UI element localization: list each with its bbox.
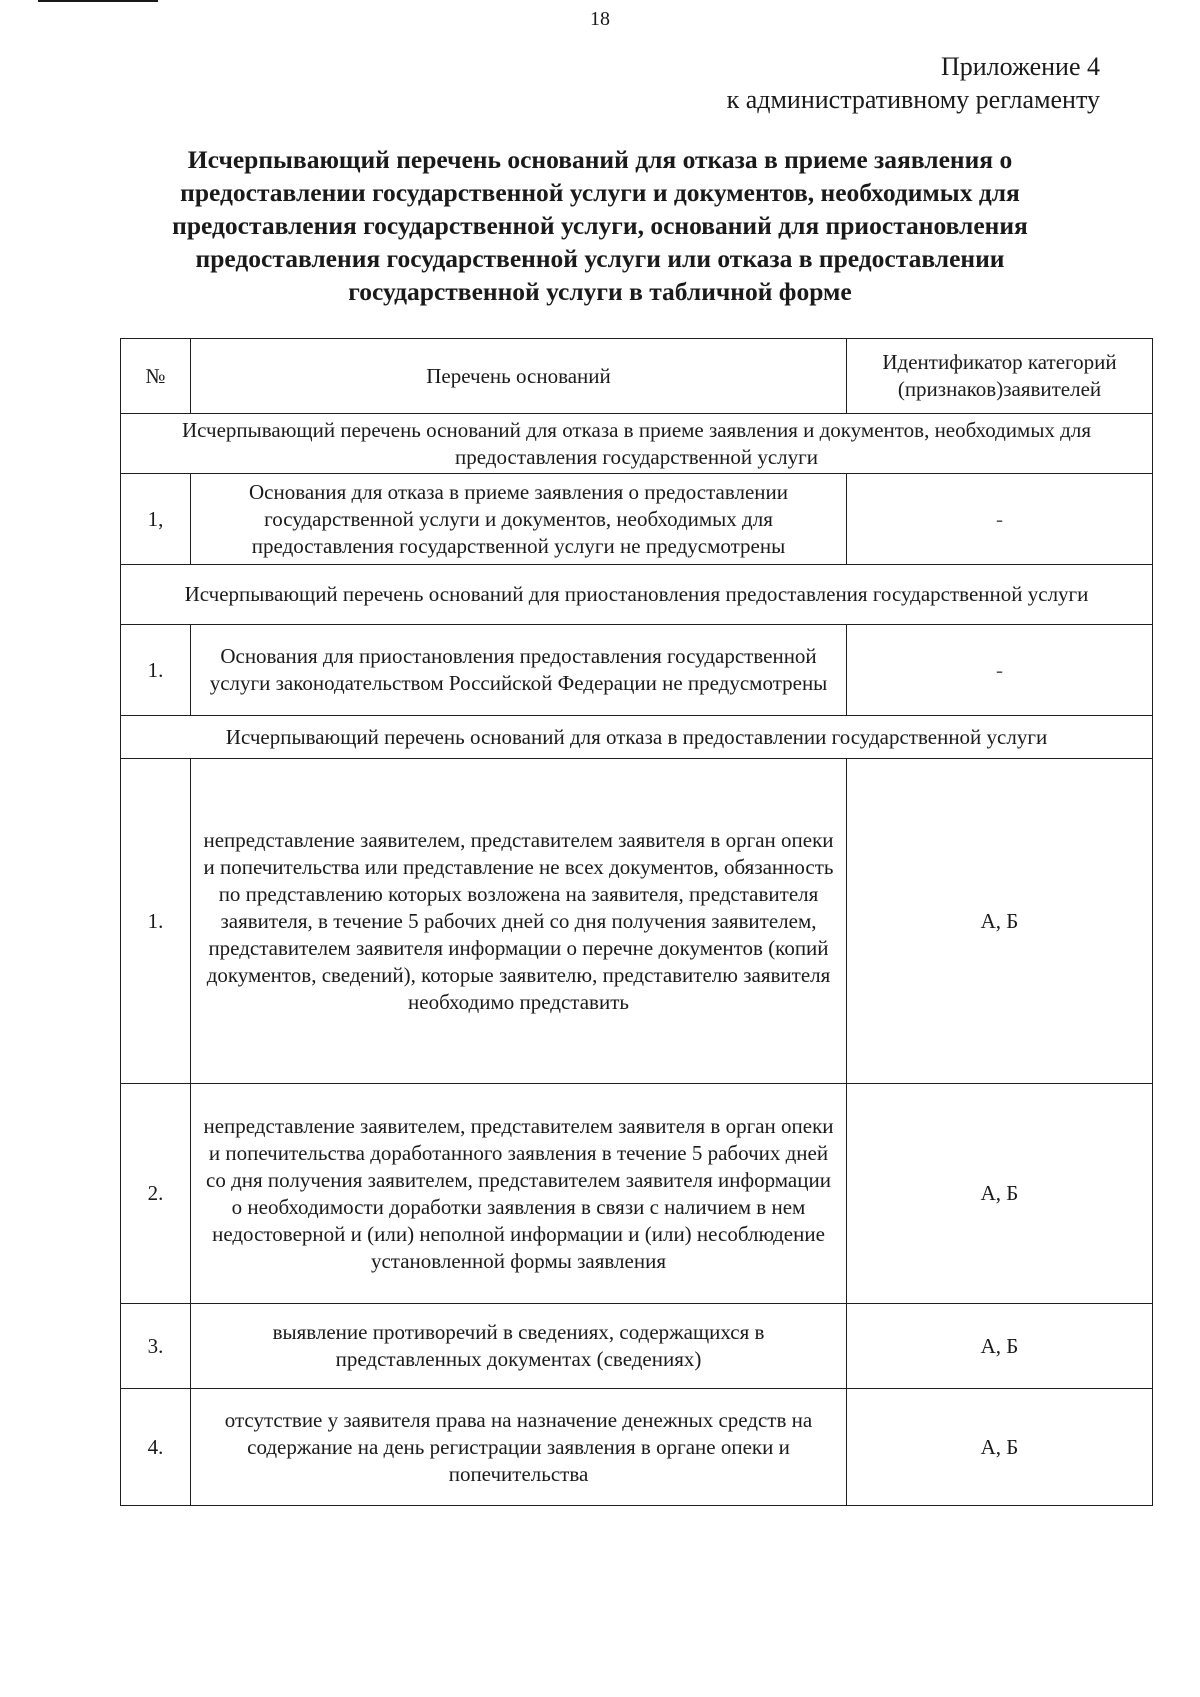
row-number: 4. <box>121 1389 191 1506</box>
row-identifier: - <box>847 474 1153 565</box>
appendix-number: Приложение 4 <box>940 52 1100 81</box>
row-number: 1. <box>121 625 191 716</box>
row-grounds-text: непредставление заявителем, представителем заявителя в орган опеки и попечительства доработанного заявления в течение 5 рабочих дней со дня получения заявителем, представителем заявителя информации о необходимости доработки заявления в связи с наличием в нем недостоверной и (или) неполной информации и (или) несоблюдение установленной формы заявления <box>191 1084 847 1304</box>
section-header-row <box>121 414 1153 474</box>
row-identifier: А, Б <box>847 759 1153 1084</box>
grounds-table <box>120 338 1153 1506</box>
table-row <box>121 1389 1153 1506</box>
header-identifier: Идентификатор категорий (признаков)заявителей <box>847 339 1153 414</box>
table-row <box>121 1304 1153 1389</box>
page-corner-mark <box>38 0 158 2</box>
table-row <box>121 759 1153 1084</box>
row-number: 1, <box>121 474 191 565</box>
row-number: 2. <box>121 1084 191 1304</box>
row-grounds-text: отсутствие у заявителя права на назначение денежных средств на содержание на день регистрации заявления в органе опеки и попечительства <box>191 1389 847 1506</box>
row-grounds-text: выявление противоречий в сведениях, содержащихся в представленных документах (сведениях) <box>191 1304 847 1389</box>
row-identifier: А, Б <box>847 1389 1153 1506</box>
section-title-suspension: Исчерпывающий перечень оснований для приостановления предоставления государственной услуги <box>121 565 1153 625</box>
section-header-row <box>121 565 1153 625</box>
row-grounds-text: непредставление заявителем, представителем заявителя в орган опеки и попечительства или представление не всех документов, обязанность по представлению которых возложена на заявителя, представителя заявителя, в течение 5 рабочих дней со дня получения заявителем, представителем заявителя информации о перечне документов (копий документов, сведений), которые заявителю, представителю заявителя необходимо представить <box>191 759 847 1084</box>
table-row <box>121 1084 1153 1304</box>
row-number: 3. <box>121 1304 191 1389</box>
header-number: № <box>121 339 191 414</box>
document-title: Исчерпывающий перечень оснований для отказа в приеме заявления о предоставлении государственной услуги и документов, необходимых для предоставления государственной услуги, оснований для приостановления предоставления государственной услуги или отказа в предоставлении государственной услуги в табличной форме <box>172 145 1028 306</box>
section-title-refusal-acceptance: Исчерпывающий перечень оснований для отказа в приеме заявления и документов, необходимых для предоставления государственной услуги <box>121 414 1153 474</box>
row-identifier: - <box>847 625 1153 716</box>
row-identifier: А, Б <box>847 1304 1153 1389</box>
section-header-row <box>121 716 1153 759</box>
page-number: 18 <box>590 8 610 30</box>
table-header-row <box>121 339 1153 414</box>
table-row <box>121 474 1153 565</box>
appendix-header <box>727 50 1100 116</box>
table-row <box>121 625 1153 716</box>
row-identifier: А, Б <box>847 1084 1153 1304</box>
section-title-refusal-service: Исчерпывающий перечень оснований для отказа в предоставлении государственной услуги <box>121 716 1153 759</box>
appendix-reference: к административному регламенту <box>726 85 1100 114</box>
header-grounds: Перечень оснований <box>191 339 847 414</box>
row-grounds-text: Основания для отказа в приеме заявления о предоставлении государственной услуги и документов, необходимых для предоставления государственной услуги не предусмотрены <box>191 474 847 565</box>
row-grounds-text: Основания для приостановления предоставления государственной услуги законодательством Российской Федерации не предусмотрены <box>191 625 847 716</box>
row-number: 1. <box>121 759 191 1084</box>
